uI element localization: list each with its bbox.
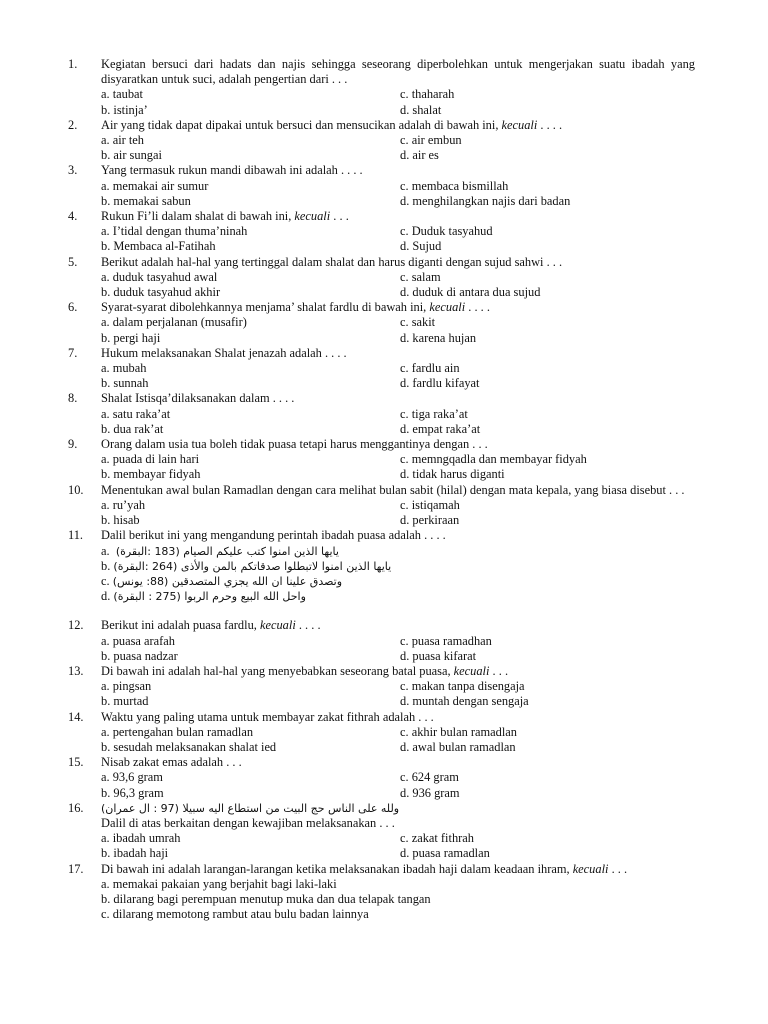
question-number: 17. bbox=[68, 861, 84, 876]
option-b: b. air sungai bbox=[101, 148, 162, 163]
question-text: Berikut adalah hal-hal yang tertinggal dalam shalat dan harus diganti dengan sujud sahwi . . . bbox=[101, 254, 563, 269]
option-d: d. duduk di antara dua sujud bbox=[400, 285, 541, 300]
option-d: d. karena hujan bbox=[400, 330, 477, 345]
question-10 bbox=[0, 483, 768, 529]
question-number: 6. bbox=[68, 300, 78, 315]
option-c: c. salam bbox=[400, 269, 441, 284]
option-c: c. 624 gram bbox=[400, 770, 459, 785]
option-d: d. empat raka’at bbox=[400, 421, 481, 436]
option-a: a. memakai air sumur bbox=[101, 178, 209, 193]
option-b: b. murtad bbox=[101, 694, 149, 709]
option-c: c. fardlu ain bbox=[400, 361, 460, 376]
question-text: Rukun Fi’li dalam shalat di bawah ini, kecuali . . . bbox=[101, 209, 349, 224]
question-number: 14. bbox=[68, 709, 84, 724]
option-b: b. dua rak’at bbox=[101, 421, 164, 436]
question-text: Di bawah ini adalah hal-hal yang menyebabkan seseorang batal puasa, kecuali . . . bbox=[101, 663, 509, 678]
option-d: d. Sujud bbox=[400, 239, 442, 254]
question-15 bbox=[0, 755, 768, 801]
question-text: Orang dalam usia tua boleh tidak puasa tetapi harus menggantinya dengan . . . bbox=[101, 437, 488, 452]
question-sheet bbox=[0, 57, 768, 922]
option-a: a. air teh bbox=[101, 133, 144, 148]
option-a: a. 93,6 gram bbox=[101, 770, 163, 785]
option-b: b. 96,3 gram bbox=[101, 785, 164, 800]
kecuali-text: kecuali bbox=[259, 618, 296, 633]
option-b: b. hisab bbox=[101, 513, 140, 528]
question-11 bbox=[0, 528, 768, 618]
option-c: c. makan tanpa disengaja bbox=[400, 679, 525, 694]
question-number: 12. bbox=[68, 618, 84, 633]
option-b: b. dilarang bagi perempuan menutup muka dan dua telapak tangan bbox=[101, 891, 431, 906]
option-b: b. puasa nadzar bbox=[101, 648, 178, 663]
question-number: 5. bbox=[68, 254, 78, 269]
question-text: Dalil berikut ini yang mengandung perintah ibadah puasa adalah . . . . bbox=[101, 528, 446, 543]
question-text: Berikut ini adalah puasa fardlu, kecuali . . . . bbox=[101, 618, 321, 633]
option-a: a. mubah bbox=[101, 361, 147, 376]
option-c: c. memngqadla dan membayar fidyah bbox=[400, 452, 587, 467]
question-13 bbox=[0, 664, 768, 710]
option-d: d. menghilangkan najis dari badan bbox=[400, 193, 571, 208]
option-b: b. يايها الذين امنوا لاتبطلوا صدقاتكم بالمن والأذى (264 :البقرة) bbox=[101, 558, 392, 573]
question-8 bbox=[0, 391, 768, 437]
option-a: a. duduk tasyahud awal bbox=[101, 269, 218, 284]
option-a: a. ibadah umrah bbox=[101, 831, 181, 846]
option-b: b. ibadah haji bbox=[101, 846, 169, 861]
option-c: c. dilarang memotong rambut atau bulu badan lainnya bbox=[101, 907, 369, 922]
question-text: Nisab zakat emas adalah . . . bbox=[101, 755, 242, 770]
option-a: a. pingsan bbox=[101, 679, 152, 694]
question-17 bbox=[0, 862, 768, 923]
option-b: b. membayar fidyah bbox=[101, 467, 201, 482]
option-c: c. Duduk tasyahud bbox=[400, 224, 493, 239]
kecuali-text: kecuali bbox=[572, 861, 609, 876]
arabic-ayah: يايها الذين امنوا لاتبطلوا صدقاتكم بالمن والأذى (264 :البقرة) bbox=[113, 559, 392, 573]
option-c: c. sakit bbox=[400, 315, 436, 330]
question-number: 15. bbox=[68, 755, 84, 770]
question-number: 3. bbox=[68, 163, 78, 178]
question-number: 2. bbox=[68, 117, 78, 132]
question-number: 7. bbox=[68, 345, 78, 360]
arabic-ayah: واحل الله البيع وحرم الربوا (275 : البقرة) bbox=[113, 590, 306, 604]
option-a: a. pertengahan bulan ramadlan bbox=[101, 724, 254, 739]
option-c: c. zakat fithrah bbox=[400, 831, 474, 846]
option-c: c. air embun bbox=[400, 133, 462, 148]
question-14 bbox=[0, 710, 768, 756]
question-text: Kegiatan bersuci dari hadats dan najis sehingga seseorang diperbolehkan untuk mengerjakan suatu ibadah yang disyaratkan untuk suci, adalah pengertian dari . . . bbox=[101, 57, 695, 87]
option-c: c. وتصدق علينا ان الله يجزي المتصدقين (88: يونس) bbox=[101, 573, 343, 588]
option-d: d. tidak harus diganti bbox=[400, 467, 505, 482]
option-d: d. shalat bbox=[400, 102, 442, 117]
option-a: a. ru’yah bbox=[101, 497, 146, 512]
question-text: Syarat-syarat dibolehkannya menjama’ shalat fardlu di bawah ini, kecuali . . . . bbox=[101, 300, 490, 315]
option-d: d. muntah dengan sengaja bbox=[400, 694, 529, 709]
option-d: d. واحل الله البيع وحرم الربوا (275 : البقرة) bbox=[101, 589, 306, 604]
question-text: Dalil di atas berkaitan dengan kewajiban melaksanakan . . . bbox=[101, 815, 395, 830]
question-9 bbox=[0, 437, 768, 483]
question-text: Air yang tidak dapat dipakai untuk bersuci dan mensucikan adalah di bawah ini, kecuali . . . . bbox=[101, 117, 563, 132]
option-c: c. thaharah bbox=[400, 87, 455, 102]
question-text: Menentukan awal bulan Ramadlan dengan cara melihat bulan sabit (hilal) dengan mata kepala, yang biasa disebut . . . bbox=[101, 482, 685, 497]
kecuali-text: kecuali bbox=[294, 209, 331, 224]
option-a: a. puada di lain hari bbox=[101, 452, 200, 467]
option-b: b. pergi haji bbox=[101, 330, 161, 345]
question-1 bbox=[0, 57, 768, 118]
option-c: c. istiqamah bbox=[400, 497, 460, 512]
option-c: c. tiga raka’at bbox=[400, 406, 468, 421]
option-a: a. memakai pakaian yang berjahit bagi laki-laki bbox=[101, 876, 337, 891]
option-b: b. memakai sabun bbox=[101, 193, 191, 208]
option-c: c. membaca bismillah bbox=[400, 178, 509, 193]
arabic-ayah: ولله على الناس حج البيت من استطاع اليه سبيلا (97 : ال عمران) bbox=[101, 801, 400, 815]
question-4 bbox=[0, 209, 768, 255]
question-number: 10. bbox=[68, 482, 84, 497]
question-number: 13. bbox=[68, 663, 84, 678]
kecuali-text: kecuali bbox=[453, 663, 490, 678]
arabic-dalil bbox=[101, 801, 695, 816]
option-b: b. Membaca al-Fatihah bbox=[101, 239, 216, 254]
question-2 bbox=[0, 118, 768, 164]
kecuali-text: kecuali bbox=[429, 300, 466, 315]
question-number: 16. bbox=[68, 800, 84, 815]
question-number: 9. bbox=[68, 437, 78, 452]
question-text: Waktu yang paling utama untuk membayar zakat fithrah adalah . . . bbox=[101, 709, 434, 724]
option-a: a. puasa arafah bbox=[101, 633, 175, 648]
kecuali-text: kecuali bbox=[501, 117, 538, 132]
option-d: d. air es bbox=[400, 148, 439, 163]
option-a: a. satu raka’at bbox=[101, 406, 171, 421]
question-text: Shalat Istisqa’dilaksanakan dalam . . . . bbox=[101, 391, 295, 406]
question-5 bbox=[0, 255, 768, 301]
option-d: d. awal bulan ramadlan bbox=[400, 739, 516, 754]
question-number: 4. bbox=[68, 209, 78, 224]
option-b: b. sunnah bbox=[101, 376, 149, 391]
option-a: a. I’tidal dengan thuma’ninah bbox=[101, 224, 248, 239]
option-a: a. يايها الذين امنوا كتب عليكم الصيام (183 :البقرة) bbox=[101, 543, 339, 558]
arabic-ayah: يايها الذين امنوا كتب عليكم الصيام (183 :البقرة) bbox=[115, 544, 339, 558]
option-d: d. puasa kifarat bbox=[400, 648, 477, 663]
option-b: b. sesudah melaksanakan shalat ied bbox=[101, 739, 277, 754]
question-6 bbox=[0, 300, 768, 346]
option-d: d. perkiraan bbox=[400, 513, 460, 528]
question-16 bbox=[0, 801, 768, 862]
arabic-ayah: وتصدق علينا ان الله يجزي المتصدقين (88: يونس) bbox=[112, 574, 343, 588]
question-7 bbox=[0, 346, 768, 392]
question-text: Hukum melaksanakan Shalat jenazah adalah . . . . bbox=[101, 345, 347, 360]
question-text: Di bawah ini adalah larangan-larangan ketika melaksanakan ibadah haji dalam keadaan ihram, kecuali . . . bbox=[101, 861, 628, 876]
option-c: c. puasa ramadhan bbox=[400, 633, 492, 648]
option-a: a. dalam perjalanan (musafir) bbox=[101, 315, 247, 330]
option-b: b. duduk tasyahud akhir bbox=[101, 285, 221, 300]
question-text: Yang termasuk rukun mandi dibawah ini adalah . . . . bbox=[101, 163, 363, 178]
option-d: d. 936 gram bbox=[400, 785, 460, 800]
option-d: d. fardlu kifayat bbox=[400, 376, 480, 391]
question-12 bbox=[0, 618, 768, 664]
option-b: b. istinja’ bbox=[101, 102, 148, 117]
option-d: d. puasa ramadlan bbox=[400, 846, 490, 861]
question-number: 11. bbox=[68, 528, 84, 543]
question-3 bbox=[0, 163, 768, 209]
question-number: 1. bbox=[68, 57, 78, 71]
option-a: a. taubat bbox=[101, 87, 143, 102]
question-number: 8. bbox=[68, 391, 78, 406]
option-c: c. akhir bulan ramadlan bbox=[400, 724, 517, 739]
